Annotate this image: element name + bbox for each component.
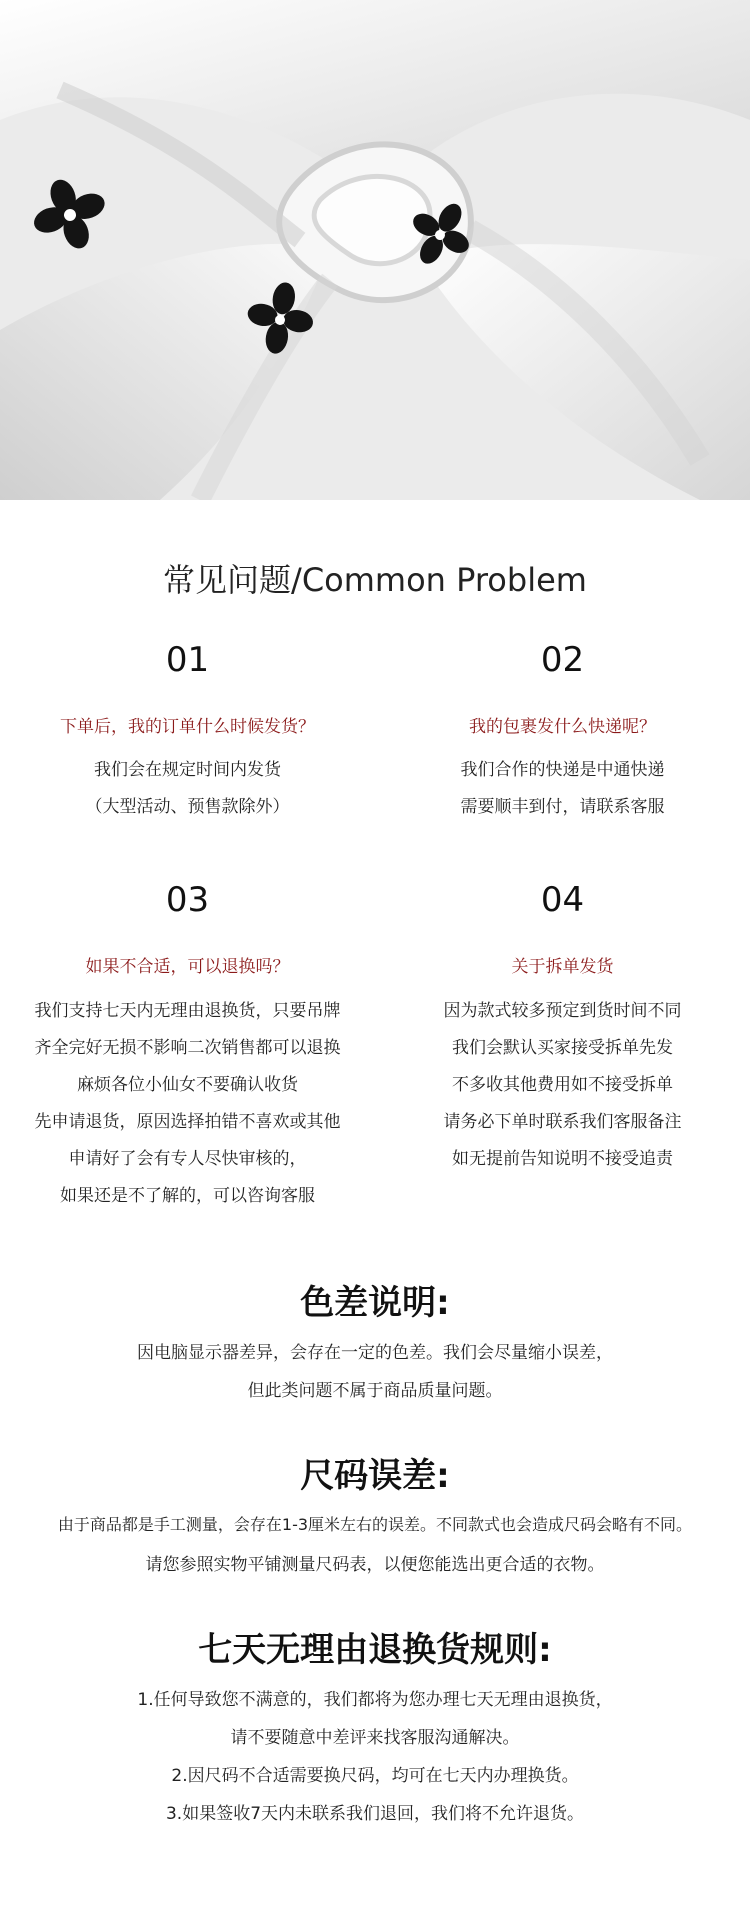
faq-item-3-line: 齐全完好无损不影响二次销售都可以退换: [34, 1038, 341, 1058]
faq-item-1-number: 01: [165, 640, 210, 680]
faq-item-2-line: 需要顺丰到付，请联系客服: [460, 797, 665, 817]
faq-title: 常见问题/Common Problem: [163, 561, 587, 599]
hero-fabric-image: [0, 0, 750, 500]
faq-item-2-number: 02: [540, 640, 585, 680]
faq-item-1-question: 下单后，我的订单什么时候发货？: [60, 717, 315, 737]
faq-item-4-line: 不多收其他费用如不接受拆单: [452, 1075, 673, 1095]
faq-item-4-line: 请务必下单时联系我们客服备注: [443, 1112, 682, 1132]
fabric-illustration: [0, 0, 750, 500]
size-error-line: 请您参照实物平铺测量尺码表，以便您能选出更合适的衣物。: [145, 1555, 605, 1575]
color-difference-title: 色差说明:: [300, 1283, 450, 1323]
color-difference-line: 但此类问题不属于商品质量问题。: [247, 1381, 503, 1401]
return-policy-line: 3.如果签收7天内未联系我们退回，我们将不允许退货。: [165, 1804, 585, 1824]
faq-item-4-number: 04: [540, 880, 585, 920]
size-error-line: 由于商品都是手工测量，会存在1-3厘米左右的误差。不同款式也会造成尺码会略有不同。: [57, 1515, 693, 1534]
faq-item-2-question: 我的包裹发什么快递呢？: [469, 717, 656, 737]
faq-item-4-line: 因为款式较多预定到货时间不同: [443, 1001, 682, 1021]
faq-item-3-line: 申请好了会有专人尽快审核的，: [68, 1149, 307, 1169]
faq-item-3-line: 如果还是不了解的，可以咨询客服: [60, 1186, 315, 1206]
faq-item-1-line: 我们会在规定时间内发货: [94, 760, 281, 780]
faq-item-2-line: 我们合作的快递是中通快递: [460, 760, 665, 780]
return-policy-title: 七天无理由退换货规则:: [198, 1630, 552, 1670]
faq-item-3-line: 麻烦各位小仙女不要确认收货: [77, 1075, 298, 1095]
size-error-title: 尺码误差:: [300, 1456, 450, 1496]
return-policy-line: 请不要随意中差评来找客服沟通解决。: [230, 1728, 520, 1748]
faq-item-3-question: 如果不合适，可以退换吗？: [85, 957, 290, 977]
faq-item-3-line: 先申请退货，原因选择拍错不喜欢或其他: [34, 1112, 341, 1132]
faq-item-4-line: 如无提前告知说明不接受追责: [452, 1149, 673, 1169]
return-policy-line: 1.任何导致您不满意的，我们都将为您办理七天无理由退换货，: [137, 1690, 613, 1710]
faq-item-4-question: 关于拆单发货: [511, 957, 614, 977]
faq-item-3-number: 03: [165, 880, 210, 920]
color-difference-line: 因电脑显示器差异，会存在一定的色差。我们会尽量缩小误差，: [137, 1343, 613, 1363]
return-policy-line: 2.因尺码不合适需要换尺码，均可在七天内办理换货。: [171, 1766, 579, 1786]
faq-item-1-line: （大型活动、预售款除外）: [85, 797, 290, 817]
faq-item-4-line: 我们会默认买家接受拆单先发: [452, 1038, 673, 1058]
faq-item-3-line: 我们支持七天内无理由退换货，只要吊牌: [34, 1001, 341, 1021]
